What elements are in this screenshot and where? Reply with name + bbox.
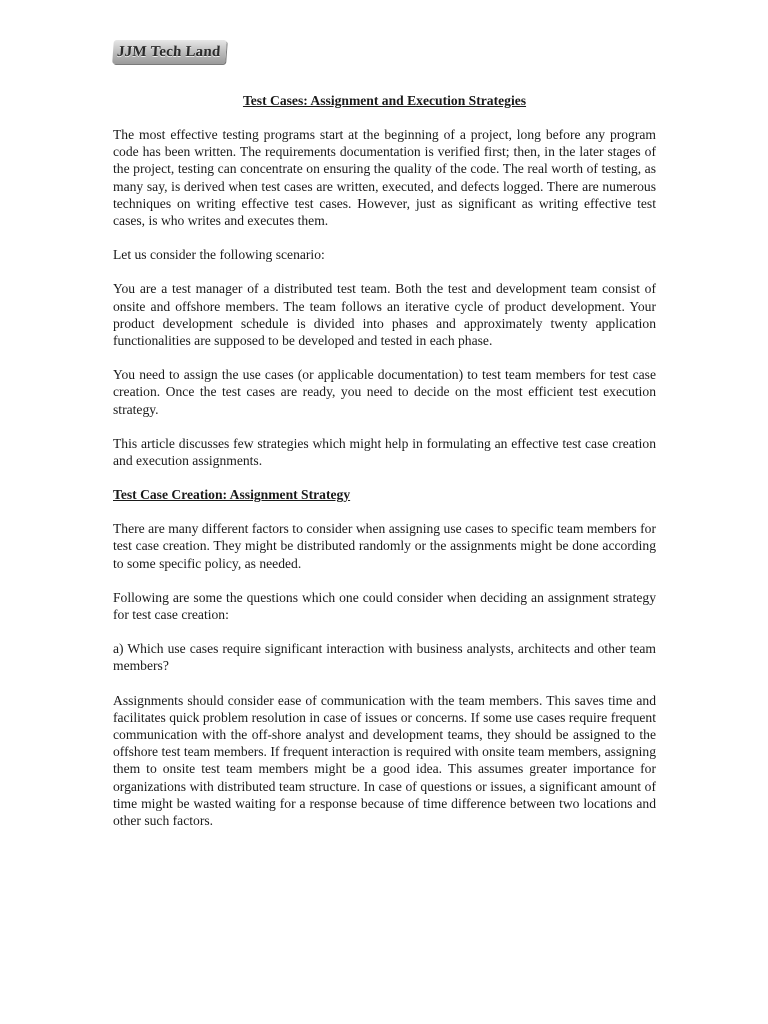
section-paragraph: Following are some the questions which one could consider when deciding an assignment strategy for test case creation:: [113, 589, 656, 623]
question-paragraph: a) Which use cases require significant interaction with business analysts, architects and other team members?: [113, 641, 656, 674]
article-scope-paragraph: This article discusses few strategies which might help in formulating an effective test case creation and execution assignments.: [113, 435, 656, 469]
scenario-paragraph: You are a test manager of a distributed test team. Both the test and development team consist of onsite and offshore members. The team follows an iterative cycle of product development. Your product development schedule is divided into phases and approximately twenty application functionalities are supposed to be developed and tested in each phase.: [113, 281, 656, 349]
logo-text: JJM Tech Land: [116, 44, 222, 60]
scenario-lead-paragraph: Let us consider the following scenario:: [113, 247, 325, 263]
document-page: [113, 40, 656, 846]
section-paragraph: There are many different factors to consider when assigning use cases to specific team members for test case creation. They might be distributed randomly or the assignments might be done according to some specific policy, as needed.: [113, 521, 656, 571]
assignment-paragraph: You need to assign the use cases (or applicable documentation) to test team members for test case creation. Once the test cases are ready, you need to decide on the most efficient test execution strategy.: [113, 367, 656, 417]
site-logo: [112, 40, 227, 64]
section-heading: Test Case Creation: Assignment Strategy: [113, 487, 351, 503]
document-body: [113, 126, 656, 829]
section-paragraph: Assignments should consider ease of communication with the team members. This saves time and facilitates quick problem resolution in case of issues or concerns. If some use cases require frequent communication with the off-shore analyst and development teams, they should be assigned to the offshore test team members. If frequent interaction is required with onsite team members, assigning them to onsite test team members might be a good idea. This assumes greater importance for organizations with distributed team structure. In case of questions or issues, a significant amount of time might be wasted waiting for a response because of time difference between two locations and other such factors.: [113, 692, 656, 829]
document-title: Test Cases: Assignment and Execution Strategies: [242, 93, 527, 108]
intro-paragraph: The most effective testing programs start at the beginning of a project, long before any program code has been written. The requirements documentation is verified first; then, in the later stages of the project, testing can concentrate on ensuring the quality of the code. The real worth of testing, as many say, is derived when test cases are written, executed, and defects logged. There are numerous techniques on writing effective test cases. However, just as significant as writing effective test cases, is who writes and executes them.: [113, 127, 656, 229]
